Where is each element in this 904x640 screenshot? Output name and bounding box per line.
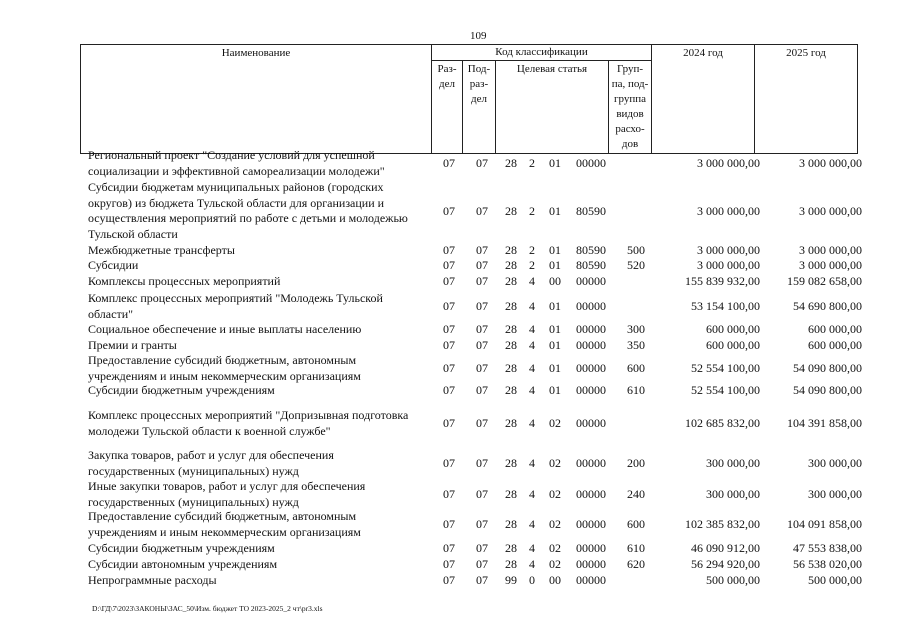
section-code: 07 bbox=[443, 573, 455, 587]
header-expense-group: Груп- па, под- группа видов расхо- дов bbox=[609, 61, 652, 154]
amount-2024: 102 685 832,00 bbox=[685, 416, 760, 430]
amount-2024: 3 000 000,00 bbox=[697, 156, 760, 170]
amount-2024: 3 000 000,00 bbox=[697, 258, 760, 272]
row-name: Субсидии автономным учреждениям bbox=[88, 557, 278, 571]
row-name: Иные закупки товаров, работ и услуг для обеспечения государственных (муниципальных) нужд bbox=[88, 479, 366, 509]
article-code-3: 02 bbox=[549, 517, 561, 531]
expense-group-code: 610 bbox=[627, 541, 645, 555]
expense-group-code: 620 bbox=[627, 557, 645, 571]
amount-2025: 3 000 000,00 bbox=[799, 204, 862, 218]
header-name: Наименование bbox=[81, 45, 432, 154]
expense-group-code: 600 bbox=[627, 361, 645, 375]
section-code: 07 bbox=[443, 456, 455, 470]
article-code-4: 00000 bbox=[576, 573, 606, 587]
amount-2025: 56 538 020,00 bbox=[793, 557, 862, 571]
expense-group-code: 350 bbox=[627, 338, 645, 352]
article-code-2: 2 bbox=[529, 243, 535, 257]
expense-group-code: 240 bbox=[627, 487, 645, 501]
article-code-1: 28 bbox=[505, 156, 517, 170]
amount-2024: 52 554 100,00 bbox=[691, 361, 760, 375]
row-name: Закупка товаров, работ и услуг для обеспечения государственных (муниципальных) нужд bbox=[88, 448, 334, 478]
section-code: 07 bbox=[443, 274, 455, 288]
article-code-3: 01 bbox=[549, 383, 561, 397]
row-name: Комплекс процессных мероприятий "Молодежь Тульской области" bbox=[88, 291, 383, 321]
row-name: Межбюджетные трансферты bbox=[88, 243, 235, 257]
amount-2024: 102 385 832,00 bbox=[685, 517, 760, 531]
header-year2: 2025 год bbox=[755, 45, 858, 154]
expense-group-code: 300 bbox=[627, 322, 645, 336]
article-code-4: 00000 bbox=[576, 456, 606, 470]
amount-2025: 300 000,00 bbox=[808, 487, 862, 501]
article-code-4: 00000 bbox=[576, 487, 606, 501]
amount-2025: 104 391 858,00 bbox=[787, 416, 862, 430]
subsection-code: 07 bbox=[476, 517, 488, 531]
amount-2024: 46 090 912,00 bbox=[691, 541, 760, 555]
subsection-code: 07 bbox=[476, 243, 488, 257]
article-code-1: 28 bbox=[505, 541, 517, 555]
subsection-code: 07 bbox=[476, 557, 488, 571]
row-name: Субсидии бюджетным учреждениям bbox=[88, 383, 275, 397]
amount-2024: 300 000,00 bbox=[706, 487, 760, 501]
section-code: 07 bbox=[443, 299, 455, 313]
section-code: 07 bbox=[443, 156, 455, 170]
file-path-footer: D:\ГД\7\2023\ЗАКОНЫ\ЗАС_50\Изм. бюджет ТО 2023-2025_2 чт\pr3.xls bbox=[92, 604, 323, 613]
article-code-1: 28 bbox=[505, 487, 517, 501]
row-name: Социальное обеспечение и иные выплаты населению bbox=[88, 322, 362, 336]
section-code: 07 bbox=[443, 361, 455, 375]
subsection-code: 07 bbox=[476, 416, 488, 430]
article-code-3: 02 bbox=[549, 557, 561, 571]
article-code-3: 01 bbox=[549, 361, 561, 375]
amount-2024: 52 554 100,00 bbox=[691, 383, 760, 397]
subsection-code: 07 bbox=[476, 258, 488, 272]
article-code-4: 80590 bbox=[576, 204, 606, 218]
article-code-4: 00000 bbox=[576, 517, 606, 531]
amount-2025: 104 091 858,00 bbox=[787, 517, 862, 531]
article-code-4: 80590 bbox=[576, 258, 606, 272]
expense-group-code: 600 bbox=[627, 517, 645, 531]
amount-2025: 500 000,00 bbox=[808, 573, 862, 587]
amount-2024: 3 000 000,00 bbox=[697, 204, 760, 218]
article-code-1: 28 bbox=[505, 416, 517, 430]
subsection-code: 07 bbox=[476, 541, 488, 555]
article-code-3: 01 bbox=[549, 156, 561, 170]
subsection-code: 07 bbox=[476, 204, 488, 218]
row-name: Предоставление субсидий бюджетным, автономным учреждениям и иным некоммерческим организациям bbox=[88, 353, 361, 383]
article-code-1: 28 bbox=[505, 383, 517, 397]
article-code-4: 00000 bbox=[576, 416, 606, 430]
article-code-2: 4 bbox=[529, 456, 535, 470]
article-code-1: 28 bbox=[505, 243, 517, 257]
subsection-code: 07 bbox=[476, 322, 488, 336]
article-code-1: 28 bbox=[505, 517, 517, 531]
row-name: Комплекс процессных мероприятий "Допризывная подготовка молодежи Тульской области к военной службе" bbox=[88, 408, 409, 438]
amount-2024: 600 000,00 bbox=[706, 322, 760, 336]
subsection-code: 07 bbox=[476, 361, 488, 375]
article-code-1: 28 bbox=[505, 557, 517, 571]
article-code-3: 01 bbox=[549, 243, 561, 257]
article-code-2: 4 bbox=[529, 557, 535, 571]
amount-2025: 3 000 000,00 bbox=[799, 243, 862, 257]
article-code-2: 2 bbox=[529, 258, 535, 272]
section-code: 07 bbox=[443, 416, 455, 430]
subsection-code: 07 bbox=[476, 156, 488, 170]
subsection-code: 07 bbox=[476, 338, 488, 352]
section-code: 07 bbox=[443, 243, 455, 257]
amount-2024: 600 000,00 bbox=[706, 338, 760, 352]
header-code: Код классификации bbox=[432, 45, 652, 61]
header-subsection: Под- раз- дел bbox=[463, 61, 496, 154]
article-code-2: 2 bbox=[529, 156, 535, 170]
amount-2025: 47 553 838,00 bbox=[793, 541, 862, 555]
amount-2024: 500 000,00 bbox=[706, 573, 760, 587]
amount-2024: 155 839 932,00 bbox=[685, 274, 760, 288]
article-code-1: 28 bbox=[505, 456, 517, 470]
article-code-4: 00000 bbox=[576, 338, 606, 352]
article-code-2: 0 bbox=[529, 573, 535, 587]
section-code: 07 bbox=[443, 204, 455, 218]
article-code-3: 01 bbox=[549, 258, 561, 272]
amount-2025: 159 082 658,00 bbox=[787, 274, 862, 288]
article-code-3: 01 bbox=[549, 322, 561, 336]
article-code-2: 4 bbox=[529, 383, 535, 397]
article-code-1: 28 bbox=[505, 274, 517, 288]
article-code-2: 2 bbox=[529, 204, 535, 218]
expense-group-code: 520 bbox=[627, 258, 645, 272]
article-code-4: 00000 bbox=[576, 274, 606, 288]
row-name: Премии и гранты bbox=[88, 338, 177, 352]
subsection-code: 07 bbox=[476, 573, 488, 587]
section-code: 07 bbox=[443, 541, 455, 555]
article-code-1: 28 bbox=[505, 338, 517, 352]
amount-2024: 56 294 920,00 bbox=[691, 557, 760, 571]
row-name: Субсидии bbox=[88, 258, 139, 272]
expense-group-code: 610 bbox=[627, 383, 645, 397]
header-section: Раз- дел bbox=[432, 61, 463, 154]
amount-2025: 54 690 800,00 bbox=[793, 299, 862, 313]
row-name: Субсидии бюджетным учреждениям bbox=[88, 541, 275, 555]
row-name: Региональный проект "Создание условий для успешной социализации и эффективной самореализации молодежи" bbox=[88, 148, 385, 178]
subsection-code: 07 bbox=[476, 456, 488, 470]
subsection-code: 07 bbox=[476, 299, 488, 313]
expense-group-code: 200 bbox=[627, 456, 645, 470]
article-code-1: 28 bbox=[505, 322, 517, 336]
row-name: Непрограммные расходы bbox=[88, 573, 217, 587]
article-code-4: 00000 bbox=[576, 383, 606, 397]
amount-2024: 53 154 100,00 bbox=[691, 299, 760, 313]
amount-2024: 3 000 000,00 bbox=[697, 243, 760, 257]
article-code-3: 02 bbox=[549, 416, 561, 430]
amount-2025: 54 090 800,00 bbox=[793, 361, 862, 375]
article-code-2: 4 bbox=[529, 541, 535, 555]
article-code-1: 28 bbox=[505, 361, 517, 375]
article-code-1: 28 bbox=[505, 299, 517, 313]
article-code-1: 99 bbox=[505, 573, 517, 587]
amount-2025: 3 000 000,00 bbox=[799, 258, 862, 272]
amount-2025: 54 090 800,00 bbox=[793, 383, 862, 397]
row-name: Предоставление субсидий бюджетным, автономным учреждениям и иным некоммерческим организациям bbox=[88, 509, 361, 539]
page-number: 109 bbox=[470, 30, 487, 42]
article-code-2: 4 bbox=[529, 361, 535, 375]
article-code-3: 01 bbox=[549, 338, 561, 352]
article-code-3: 00 bbox=[549, 274, 561, 288]
article-code-4: 00000 bbox=[576, 541, 606, 555]
article-code-2: 4 bbox=[529, 274, 535, 288]
article-code-3: 01 bbox=[549, 204, 561, 218]
header-year1: 2024 год bbox=[652, 45, 755, 154]
article-code-2: 4 bbox=[529, 517, 535, 531]
article-code-2: 4 bbox=[529, 416, 535, 430]
expense-group-code: 500 bbox=[627, 243, 645, 257]
section-code: 07 bbox=[443, 517, 455, 531]
article-code-1: 28 bbox=[505, 258, 517, 272]
article-code-4: 00000 bbox=[576, 322, 606, 336]
subsection-code: 07 bbox=[476, 274, 488, 288]
subsection-code: 07 bbox=[476, 383, 488, 397]
article-code-2: 4 bbox=[529, 338, 535, 352]
article-code-3: 00 bbox=[549, 573, 561, 587]
section-code: 07 bbox=[443, 383, 455, 397]
section-code: 07 bbox=[443, 338, 455, 352]
section-code: 07 bbox=[443, 557, 455, 571]
article-code-3: 02 bbox=[549, 487, 561, 501]
article-code-4: 00000 bbox=[576, 299, 606, 313]
header-target-article: Целевая статья bbox=[496, 61, 609, 154]
row-name: Субсидии бюджетам муниципальных районов (городских округов) из бюджета Тульской области для организации и осуществления мероприятий по работе с детьми и молодежью Тульской области bbox=[88, 180, 408, 241]
article-code-1: 28 bbox=[505, 204, 517, 218]
article-code-2: 4 bbox=[529, 322, 535, 336]
article-code-4: 00000 bbox=[576, 557, 606, 571]
amount-2025: 3 000 000,00 bbox=[799, 156, 862, 170]
article-code-3: 01 bbox=[549, 299, 561, 313]
amount-2024: 300 000,00 bbox=[706, 456, 760, 470]
article-code-4: 00000 bbox=[576, 361, 606, 375]
article-code-3: 02 bbox=[549, 541, 561, 555]
article-code-3: 02 bbox=[549, 456, 561, 470]
row-name: Комплексы процессных мероприятий bbox=[88, 274, 281, 288]
article-code-4: 00000 bbox=[576, 156, 606, 170]
amount-2025: 600 000,00 bbox=[808, 338, 862, 352]
amount-2025: 600 000,00 bbox=[808, 322, 862, 336]
article-code-2: 4 bbox=[529, 299, 535, 313]
subsection-code: 07 bbox=[476, 487, 488, 501]
section-code: 07 bbox=[443, 487, 455, 501]
article-code-2: 4 bbox=[529, 487, 535, 501]
amount-2025: 300 000,00 bbox=[808, 456, 862, 470]
article-code-4: 80590 bbox=[576, 243, 606, 257]
section-code: 07 bbox=[443, 322, 455, 336]
section-code: 07 bbox=[443, 258, 455, 272]
